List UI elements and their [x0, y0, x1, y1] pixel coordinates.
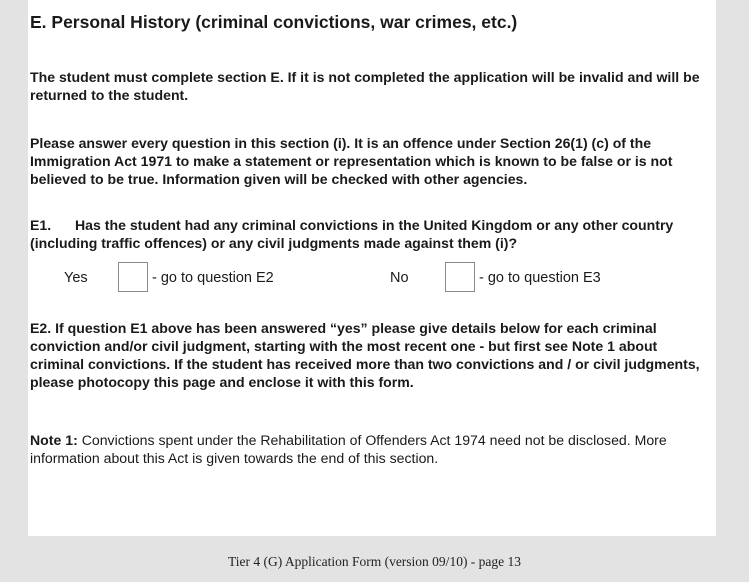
- question-e2-text: E2. If question E1 above has been answered “yes” please give details below for each criminal conviction and/or civil judgment, starting with the most recent one - but first see Note 1 about criminal convictions. If the student has received more than two convictions and / or civil judgments, please photocopy this page and enclose it with this form.: [30, 320, 700, 390]
- note-1-text: Convictions spent under the Rehabilitation of Offenders Act 1974 need not be disclosed. More information about this Act is given towards the end of this section.: [30, 432, 667, 466]
- note-1: [30, 431, 714, 467]
- no-checkbox[interactable]: [445, 262, 475, 292]
- form-page: [28, 0, 716, 536]
- section-heading: E. Personal History (criminal convictions, war crimes, etc.): [30, 12, 518, 32]
- section-instruction: The student must complete section E. If it is not completed the application will be invalid and will be returned to the student.: [30, 69, 700, 103]
- question-e1-text: Has the student had any criminal convictions in the United Kingdom or any other country (including traffic offences) or any civil judgments made against them (i)?: [30, 217, 674, 251]
- note-1-label: Note 1:: [30, 432, 78, 448]
- question-e1: [30, 216, 714, 252]
- yes-hint: - go to question E2: [152, 270, 274, 286]
- section-warning: Please answer every question in this section (i). It is an offence under Section 26(1) (c) of the Immigration Act 1971 to make a statement or representation which is known to be false or is not believed to be true. Information given will be checked with other agencies.: [30, 135, 673, 187]
- question-e1-number: E1.: [30, 217, 52, 233]
- page-footer: Tier 4 (G) Application Form (version 09/10) - page 13: [227, 554, 522, 569]
- no-hint: - go to question E3: [479, 270, 601, 286]
- yes-checkbox[interactable]: [118, 262, 148, 292]
- yes-label: Yes: [64, 270, 88, 286]
- no-label: No: [390, 270, 409, 286]
